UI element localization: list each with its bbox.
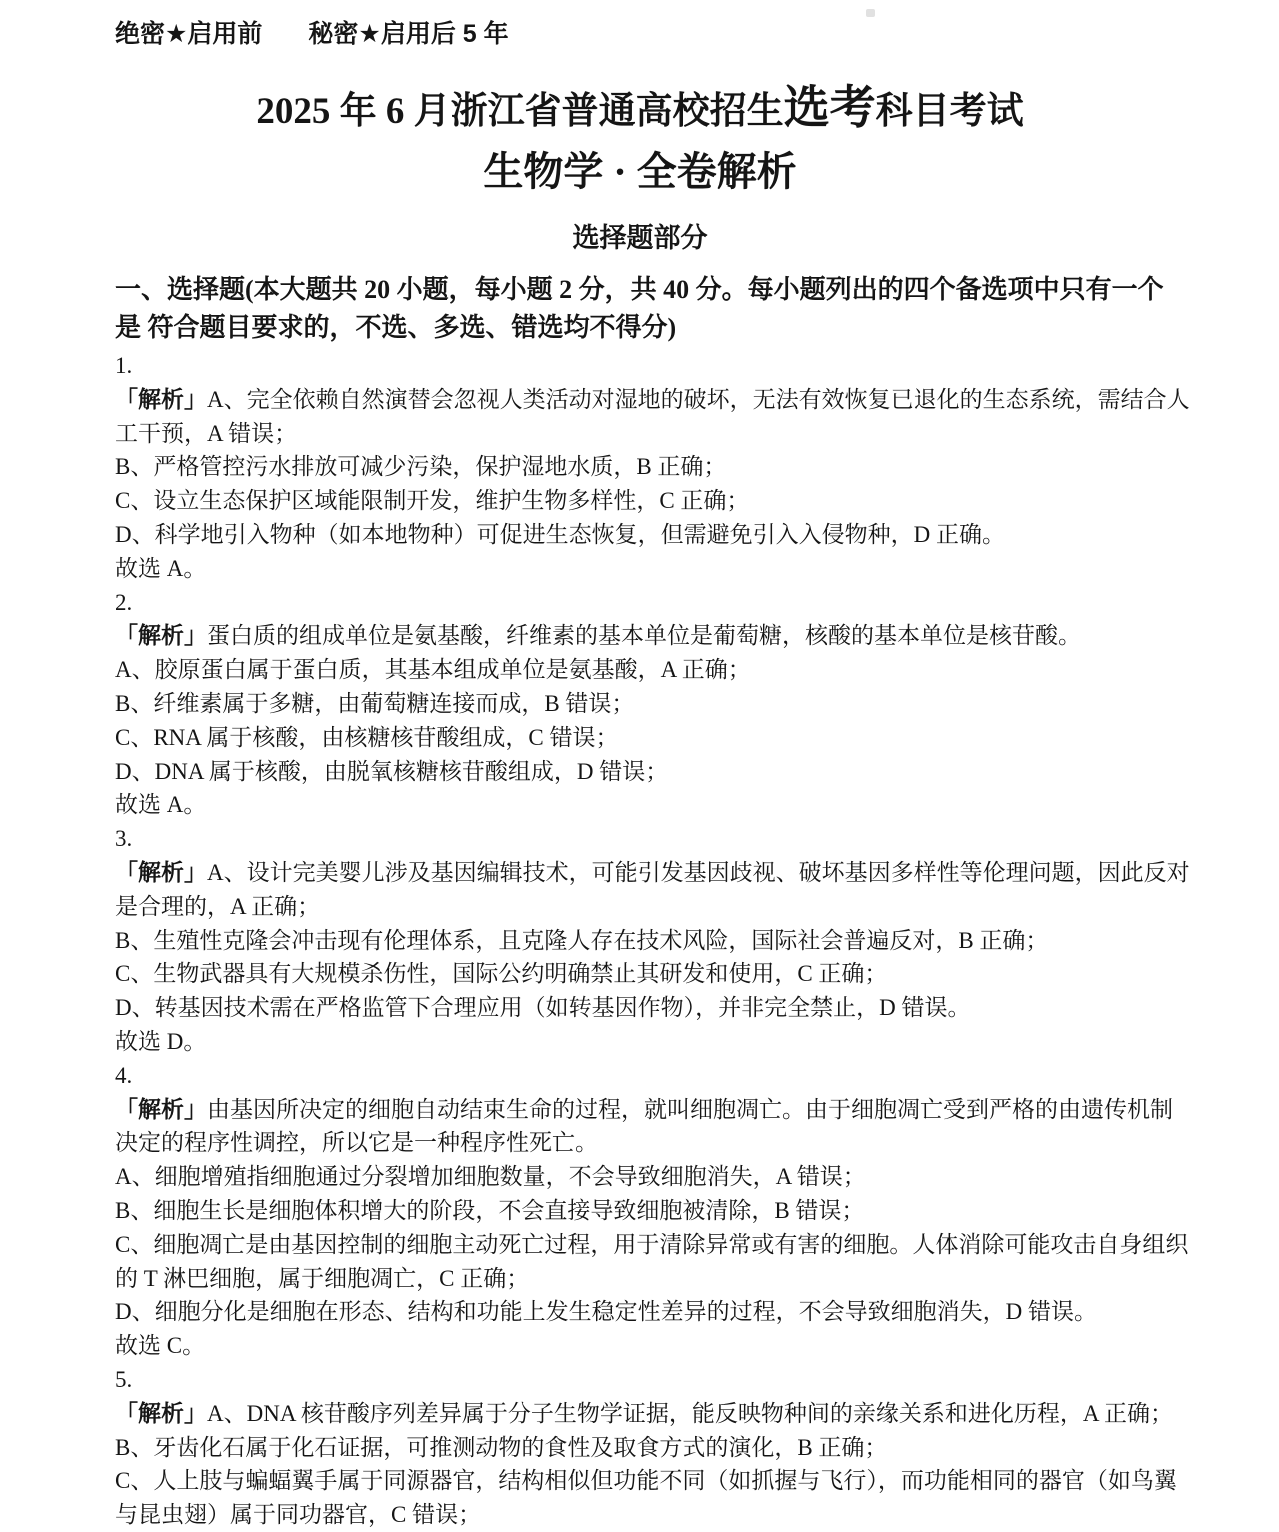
analysis-line: 「解析」A、设计完美婴儿涉及基因编辑技术，可能引发基因歧视、破坏基因多样性等伦理问题，因此反对 <box>115 859 1190 885</box>
question-block <box>115 1363 1177 1532</box>
answer-line: D、科学地引入物种（如本地物种）可促进生态恢复，但需避免引入入侵物种，D 正确。 <box>115 521 1005 547</box>
question-block <box>115 349 1190 586</box>
answer-line: B、严格管控污水排放可减少污染，保护湿地水质，B 正确； <box>115 454 727 480</box>
answer-line: C、设立生态保护区域能限制开发，维护生物多样性，C 正确； <box>115 488 750 514</box>
answer-line: A、细胞增殖指细胞通过分裂增加细胞数量，不会导致细胞消失，A 错误； <box>115 1164 866 1190</box>
answer-line: C、RNA 属于核酸，由核糖核苷酸组成，C 错误； <box>115 724 619 750</box>
security-header <box>115 0 1165 49</box>
answer-line: D、转基因技术需在严格监管下合理应用（如转基因作物），并非完全禁止，D 错误。 <box>115 995 971 1021</box>
answer-line: 故选 A。 <box>115 792 207 818</box>
analysis-label: 「解析」 <box>115 623 207 649</box>
question-number: 2. <box>115 589 133 615</box>
answer-line: D、细胞分化是细胞在形态、结构和功能上发生稳定性差异的过程，不会导致细胞消失，D 错误。 <box>115 1299 1097 1325</box>
exam-title-part1: 2025 年 6 月浙江省普通高校招生 <box>256 91 784 132</box>
answer-line: 与昆虫翅）属于同功器官，C 错误； <box>115 1502 482 1528</box>
answer-line: 是合理的，A 正确； <box>115 893 321 919</box>
scan-artifact <box>866 9 875 17</box>
section-heading-line-1: 一、选择题(本大题共 20 小题，每小题 2 分，共 40 分。每小题列出的四个备选项中只有一个 <box>115 275 1164 304</box>
analysis-line: 「解析」由基因所决定的细胞自动结束生命的过程，就叫细胞凋亡。由于细胞凋亡受到严格的由遗传机制 <box>115 1096 1173 1122</box>
analysis-line: 「解析」A、完全依赖自然演替会忽视人类活动对湿地的破坏，无法有效恢复已退化的生态系统，需结合人 <box>115 386 1190 412</box>
analysis-label: 「解析」 <box>115 1400 207 1426</box>
answer-line: A、胶原蛋白属于蛋白质，其基本组成单位是氨基酸，A 正确； <box>115 657 751 683</box>
analysis-line: 「解析」蛋白质的组成单位是氨基酸，纤维素的基本单位是葡萄糖，核酸的基本单位是核苷酸。 <box>115 623 1081 649</box>
answer-line: 故选 D。 <box>115 1028 207 1054</box>
answer-line: B、生殖性克隆会冲击现有伦理体系，且克隆人存在技术风险，国际社会普遍反对，B 正确； <box>115 927 1049 953</box>
question-block <box>115 586 1165 823</box>
answer-line: 决定的程序性调控，所以它是一种程序性死亡。 <box>115 1130 598 1156</box>
answer-line: B、牙齿化石属于化石证据，可推测动物的食性及取食方式的演化，B 正确； <box>115 1434 888 1460</box>
analysis-label: 「解析」 <box>115 386 207 412</box>
exam-title-part2: 科目考试 <box>875 91 1024 132</box>
part-label: 选择题部分 <box>572 223 708 253</box>
answer-line: D、DNA 属于核酸，由脱氧核糖核苷酸组成，D 错误； <box>115 758 669 784</box>
question-number: 4. <box>115 1062 133 1088</box>
answer-line: C、人上肢与蝙蝠翼手属于同源器官，结构相似但功能不同（如抓握与飞行），而功能相同的器官（如鸟翼 <box>115 1468 1177 1494</box>
question-block <box>115 822 1190 1059</box>
answer-line: 故选 C。 <box>115 1333 206 1359</box>
question-number: 1. <box>115 353 133 378</box>
question-block <box>115 1059 1189 1363</box>
section-heading-line-2: 是 符合题目要求的，不选、多选、错选均不得分) <box>115 313 677 342</box>
answer-line: B、细胞生长是细胞体积增大的阶段，不会直接导致细胞被清除，B 错误； <box>115 1197 865 1223</box>
question-number: 3. <box>115 826 133 852</box>
analysis-label: 「解析」 <box>115 1096 207 1122</box>
answer-line: C、生物武器具有大规模杀伤性，国际公约明确禁止其研发和使用，C 正确； <box>115 961 888 987</box>
answer-line: 工干预，A 错误； <box>115 420 298 446</box>
security-label-before-use: 绝密★启用前 <box>115 20 263 48</box>
question-number: 5. <box>115 1366 133 1392</box>
analysis-label: 「解析」 <box>115 859 207 885</box>
answer-line: 故选 A。 <box>115 555 207 581</box>
answer-line: 的 T 淋巴细胞，属于细胞凋亡，C 正确； <box>115 1265 530 1291</box>
exam-subtitle: 生物学 · 全卷解析 <box>483 149 797 194</box>
section-heading <box>115 271 1165 347</box>
answer-line: B、纤维素属于多糖，由葡萄糖连接而成，B 错误； <box>115 690 635 716</box>
security-label-after-use: 秘密★启用后 5 年 <box>308 20 509 48</box>
analysis-line: 「解析」A、DNA 核苷酸序列差异属于分子生物学证据，能反映物种间的亲缘关系和进化历程，A 正确； <box>115 1400 1174 1426</box>
questions-list <box>115 349 1190 1532</box>
answer-line: C、细胞凋亡是由基因控制的细胞主动死亡过程，用于清除异常或有害的细胞。人体消除可能攻击自身组织 <box>115 1231 1189 1257</box>
exam-title-emphasis: 选考 <box>783 82 876 133</box>
exam-title <box>115 82 1165 138</box>
